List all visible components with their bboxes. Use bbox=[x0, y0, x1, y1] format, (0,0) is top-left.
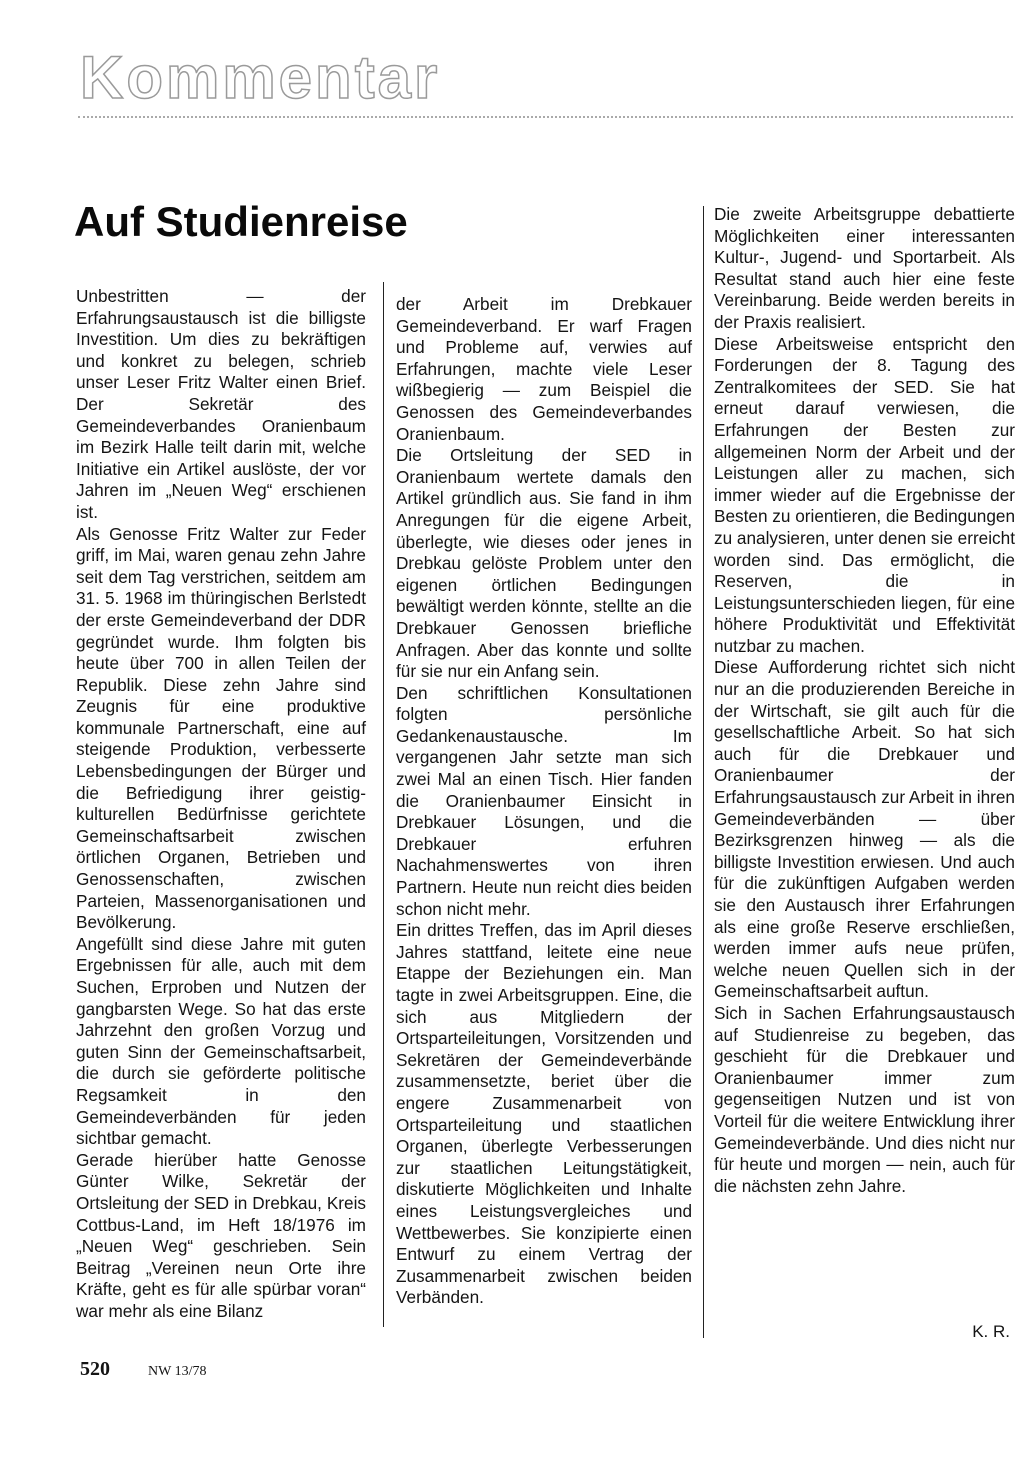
paragraph: Als Genosse Fritz Walter zur Feder griff, im Mai, waren genau zehn Jahre seit dem Tag verstrichen, seitdem am 31. 5. 1968 im thüringischen Berlstedt der erste Gemeindeverband der DDR gegründet wurde. Ihm folgten bis heute über 700 in allen Teilen der Republik. Diese zehn Jahre sind Zeugnis für eine produktive kommunale Partnerschaft, eine auf steigende Produktion, verbesserte Lebensbedingungen der Bürger und die Befriedigung ihrer geistig-kulturellen Bedürfnisse gerichtete Gemeinschaftsarbeit zwischen örtlichen Organen, Betrieben und Genossenschaften, zwischen Parteien, Massenorganisationen und Bevölkerung. bbox=[76, 523, 366, 933]
paragraph: Angefüllt sind diese Jahre mit guten Ergebnissen für alle, auch mit dem Suchen, Erproben und Nutzen der gangbarsten Wege. So hat das erste Jahrzehnt den großen Vorzug und guten Sinn der Gemeinschaftsarbeit, die durch sie geförderte politische Regsamkeit in den Gemeindeverbänden für jeden sichtbar gemacht. bbox=[76, 933, 366, 1149]
paragraph: Ein drittes Treffen, das im April dieses Jahres stattfand, leitete eine neue Etappe der Beziehungen ein. Man tagte in zwei Arbeitsgruppen. Eine, die sich aus Mitgliedern der Ortsparteileitungen, Vorsitzenden und Sekretären der Gemeindeverbände zusammensetzte, beriet über die engere Zusammenarbeit von Ortsparteileitung und staatlichen Organen, überlegte Verbesserungen zur staatlichen Leitungstätigkeit, diskutierte Möglichkeiten und Inhalte eines Leistungsvergleiches und Wettbewerbes. Sie konzipierte einen Entwurf zu einem Vertrag der Zusammenarbeit zwischen beiden Verbänden. bbox=[396, 920, 692, 1308]
paragraph: Gerade hierüber hatte Genosse Günter Wilke, Sekretär der Ortsleitung der SED in Drebkau, Kreis Cottbus-Land, im Heft 18/1976 im „Neuen Weg“ geschrieben. Sein Beitrag „Vereinen neun Orte ihre Kräfte, geht es für alle spürbar voran“ war mehr als eine Bilanz bbox=[76, 1149, 366, 1321]
paragraph: Sich in Sachen Erfahrungsaustausch auf Studienreise zu begeben, das geschieht für die Drebkauer und Oranienbaumer immer zum gegenseitigen Nutzen und ist von Vorteil für die weitere Entwicklung ihrer Gemeindeverbände. Und dies nicht nur für heute und morgen — nein, auch für die nächsten zehn Jahre. bbox=[714, 1002, 1015, 1196]
author-signature: K. R. bbox=[972, 1322, 1010, 1341]
article-column-3 bbox=[714, 204, 1015, 1197]
paragraph: Die Ortsleitung der SED in Oranienbaum wertete damals den Artikel gründlich aus. Sie fand in ihm Anregungen für die eigene Arbeit, überlegte, wie dieses oder jenes in Drebkau gelöste Problem unter den eigenen örtlichen Bedingungen bewältigt werden könnte, stellte an die Drebkauer Genossen briefliche Anfragen. Aber das konnte und sollte für sie nur ein Anfang sein. bbox=[396, 445, 692, 682]
page-number: 520 bbox=[80, 1358, 110, 1380]
paragraph: Unbestritten — der Erfahrungsaustausch ist die billigste Investition. Um dies zu bekräftigen und konkret zu belegen, schrieb unser Leser Fritz Walter einen Brief. Der Sekretär des Gemeindeverbandes Oranienbaum im Bezirk Halle teilt darin mit, welche Initiative ein Artikel auslöste, der vor Jahren im „Neuen Weg“ erschienen ist. bbox=[76, 286, 366, 522]
paragraph: der Arbeit im Drebkauer Gemeindeverband. Er warf Fragen und Probleme auf, verwies auf Erfahrungen, machte viele Leser wißbegierig — zum Beispiel die Genossen des Gemeindeverbandes Oranienbaum. bbox=[396, 294, 692, 444]
article-column-2 bbox=[396, 294, 692, 1309]
paragraph: Die zweite Arbeitsgruppe debattierte Möglichkeiten einer interessanten Kultur-, Jugend- und Sportarbeit. Als Resultat stand auch hier eine feste Vereinbarung. Beide werden bereits in der Praxis realisiert. bbox=[714, 204, 1015, 332]
paragraph: Diese Aufforderung richtet sich nicht nur an die produzierenden Bereiche in der Wirtschaft, sie gilt auch für die gesellschaftliche Arbeit. So hat sich auch für die Drebkauer und Oranienbaumer der Erfahrungsaustausch zur Arbeit in ihren Gemeindeverbänden — über Bezirksgrenzen hinweg — als die billigste Investition erwiesen. Und auch für die zukünftigen Aufgaben werden sie den Austausch ihrer Erfahrungen als eine große Reserve erschließen, werden immer aufs neue prüfen, welche neuen Quellen sich in der Gemeinschaftsarbeit auftun. bbox=[714, 657, 1015, 1002]
column-divider bbox=[383, 282, 384, 1327]
rubric-heading: Kommentar bbox=[80, 44, 441, 111]
article-column-1 bbox=[76, 286, 366, 1323]
paragraph: Diese Arbeitsweise entspricht den Forderungen der 8. Tagung des Zentralkomitees der SED. Sie hat erneut darauf verwiesen, die Erfahrungen der Besten zur allgemeinen Norm der Arbeit und der Leistungen aller zu machen, sich immer wieder auf die Ergebnisse der Besten zu orientieren, die Bedingungen zu analysieren, unter denen sie erreicht worden sind. Das ermöglicht, die Reserven, die in Leistungsunterschieden liegen, für eine höhere Produktivität und Effektivität nutzbar zu machen. bbox=[714, 333, 1015, 656]
paragraph: Den schriftlichen Konsultationen folgten persönliche Gedankenaustausche. Im vergangenen Jahr setzte man sich zwei Mal an einen Tisch. Hier fanden die Oranienbaumer Einsicht in Drebkauer Lösungen, und die Drebkauer erfuhren Nachahmenswertes von ihren Partnern. Heute nun reicht dies beiden schon nicht mehr. bbox=[396, 682, 692, 919]
column-divider bbox=[703, 206, 704, 1338]
article-title: Auf Studienreise bbox=[74, 198, 408, 245]
page-footer bbox=[80, 1358, 206, 1381]
rubric-divider bbox=[78, 116, 1013, 118]
issue-label: NW 13/78 bbox=[148, 1364, 207, 1379]
